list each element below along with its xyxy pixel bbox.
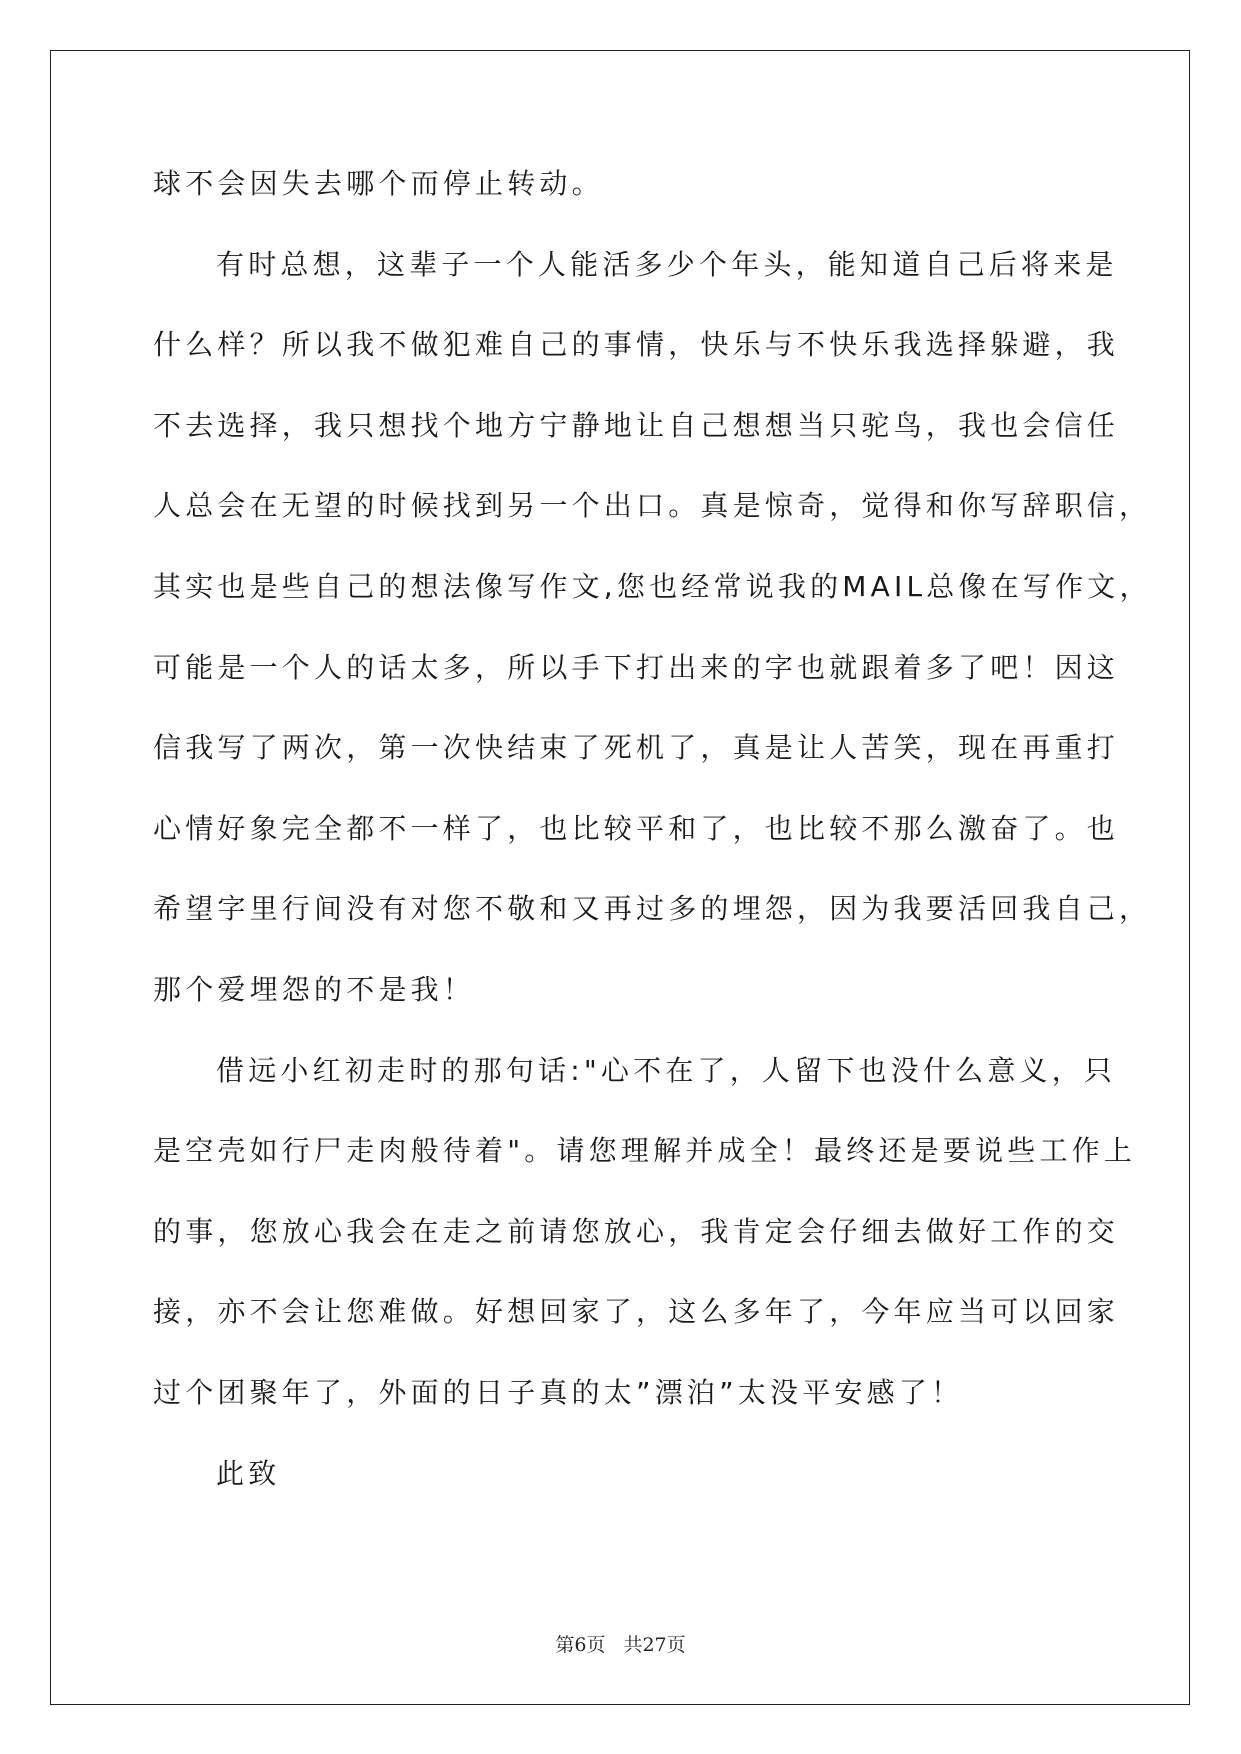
- text-line: 人总会在无望的时候找到另一个出口。真是惊奇，觉得和你写辞职信，: [153, 489, 1152, 523]
- letter-body: [153, 162, 1152, 1532]
- text-line: 心情好象完全都不一样了，也比较平和了，也比较不那么激奋了。也: [153, 811, 1120, 845]
- text-line: 的事，您放心我会在走之前请您放心，我肯定会仔细去做好工作的交: [153, 1214, 1120, 1248]
- text-line: 是空壳如行尸走肉般待着"。请您理解并成全！最终还是要说些工作上: [153, 1134, 1137, 1168]
- text-line: 希望字里行间没有对您不敬和又再过多的埋怨，因为我要活回我自己，: [153, 892, 1152, 926]
- text-line: 那个爱埋怨的不是我！: [153, 972, 476, 1006]
- text-line: 有时总想，这辈子一个人能活多少个年头，能知道自己后将来是: [216, 247, 1118, 281]
- text-line: 过个团聚年了，外面的日子真的太”漂泊”太没平安感了！: [153, 1375, 964, 1409]
- text-line: 接，亦不会让您难做。好想回家了，这么多年了，今年应当可以回家: [153, 1295, 1120, 1329]
- text-line: 不去选择，我只想找个地方宁静地让自己想想当只驼鸟，我也会信任: [153, 408, 1120, 442]
- text-line: 什么样？所以我不做犯难自己的事情，快乐与不快乐我选择躲避，我: [153, 328, 1120, 362]
- page-footer: [0, 1630, 1241, 1657]
- page-number: 第6页: [555, 1634, 606, 1656]
- page-total: 共27页: [623, 1634, 686, 1656]
- text-line: 信我写了两次，第一次快结束了死机了，真是让人苦笑，现在再重打: [153, 731, 1120, 765]
- text-line: 此致: [216, 1456, 281, 1490]
- text-line: 球不会因失去哪个而停止转动。: [153, 167, 604, 200]
- text-line: 可能是一个人的话太多，所以手下打出来的字也就跟着多了吧！因这: [153, 650, 1120, 684]
- text-line: 其实也是些自己的想法像写作文,您也经常说我的MAIL总像在写作文，: [153, 569, 1152, 603]
- text-line: 借远小红初走时的那句话:"心不在了，人留下也没什么意义，只: [216, 1053, 1117, 1087]
